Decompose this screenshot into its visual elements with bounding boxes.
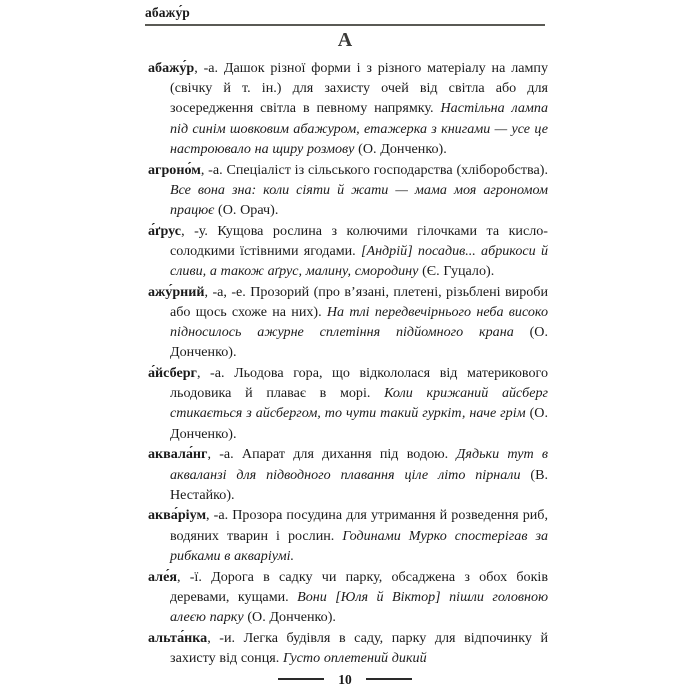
entry-headword: абажу́р [148, 60, 195, 76]
dictionary-entry [148, 58, 548, 159]
entry-headword: ажу́рний [148, 283, 205, 300]
entry-example: Годинами Мурко спостерігав за рибками в акваріумі. [170, 527, 549, 564]
entry-example: [Андрій] посадив... абрикоси й сливи, а також аґрус, малину, смородину [170, 242, 548, 280]
footer-rule-right [366, 678, 412, 680]
entry-source: (О. Орач). [214, 201, 279, 218]
entry-grammar: , -ї. [176, 568, 202, 585]
running-head-word: абажу́р [145, 5, 190, 20]
entry-headword: агроно́м [148, 161, 201, 178]
entry-source: (О. Донченко). [170, 405, 549, 442]
dictionary-entry [148, 160, 548, 221]
entry-definition: Апарат для дихання під водою. [233, 446, 457, 463]
entry-definition: Спеціаліст із сільського господарства (хліборобства). [222, 161, 548, 178]
entry-definition: Прозора посудина для утримання й розведення риб, водяних тварин і рослин. [170, 507, 548, 544]
dictionary-entry [148, 444, 548, 505]
entry-source: (О. Донченко). [170, 324, 548, 361]
dictionary-entry [148, 363, 548, 444]
footer-rule-left [278, 678, 324, 680]
dictionary-entry [148, 282, 548, 363]
page-footer [145, 673, 545, 687]
page-number: 10 [338, 671, 352, 687]
dictionary-entry [148, 505, 548, 566]
entry-example: На тлі передвечірнього неба високо підносилось ажурне сплетіння підйомного крана [170, 303, 548, 341]
entry-source: (О. Донченко). [243, 608, 336, 625]
entry-headword: аквала́нг [148, 446, 208, 463]
entry-grammar: , -а. [207, 446, 234, 463]
entry-definition: Дашок різної форми і з різного матеріалу на лампу (свічку й т. ін.) для захисту очей від світла або для зосередження світла в певному напрямку. [170, 60, 548, 117]
entry-grammar: , -а. [200, 161, 223, 178]
entry-definition: Льодова гора, що відкололася від материкового льодовика й плаває в морі. [170, 365, 548, 402]
running-head-rule [145, 24, 545, 26]
entry-headword: а́ґрус [148, 222, 182, 239]
entry-definition: Легка будівля в саду, парку для відпочинку й захисту від сонця. [170, 629, 548, 666]
entry-example: Дядьки тут в акваланзі для підводного плавання ціле літо пірнали [170, 446, 548, 483]
entry-definition: Прозорий (про в’язані, плетені, різьблені вироби або щось схоже на них). [170, 283, 548, 320]
entry-example: Коли крижаний айсберг стикається з айсбергом, то чути такий гуркіт, наче грім [170, 385, 548, 422]
entry-grammar: , -у. [181, 222, 208, 239]
entry-headword: альта́нка [148, 629, 208, 646]
entry-source: (Є. Гуцало). [418, 263, 495, 280]
entry-grammar: , -а. [196, 365, 225, 382]
entry-definition: Дорога в садку чи парку, обсаджена з обох боків деревами, кущами. [170, 568, 548, 605]
entry-headword: аква́ріум [148, 507, 207, 524]
entry-column [148, 58, 548, 669]
dictionary-entry [148, 628, 548, 668]
entry-source: (О. Донченко). [354, 140, 447, 157]
entry-grammar: , -а. [206, 507, 229, 524]
entry-headword: але́я [148, 568, 177, 585]
entry-grammar: , -и. [207, 629, 236, 646]
entry-definition: Кущова рослина з колючими гілочками та кисло-солодкими їстівними ягодами. [170, 222, 548, 259]
entry-grammar: , -а. [194, 60, 219, 76]
entry-source: (В. Нестайко). [170, 466, 549, 503]
entry-grammar: , -а, -е. [204, 283, 246, 300]
letter-section-heading: А [337, 29, 353, 51]
entry-example: Все вона зна: коли сіяти й жати — мама моя агрономом працює [170, 181, 548, 218]
dictionary-entry [148, 567, 548, 628]
entry-headword: а́йсберг [148, 365, 197, 382]
entry-example: Настільна лампа під синім шовковим абажуром, етажерка з книгами — усе це настроювало на щиру розмову [170, 100, 548, 157]
entry-example: Густо оплетений дикий [283, 649, 427, 666]
entry-example: Вони [Юля й Віктор] пішли головною алеєю парку [170, 588, 549, 625]
dictionary-entry [148, 221, 548, 282]
running-head [145, 6, 545, 26]
